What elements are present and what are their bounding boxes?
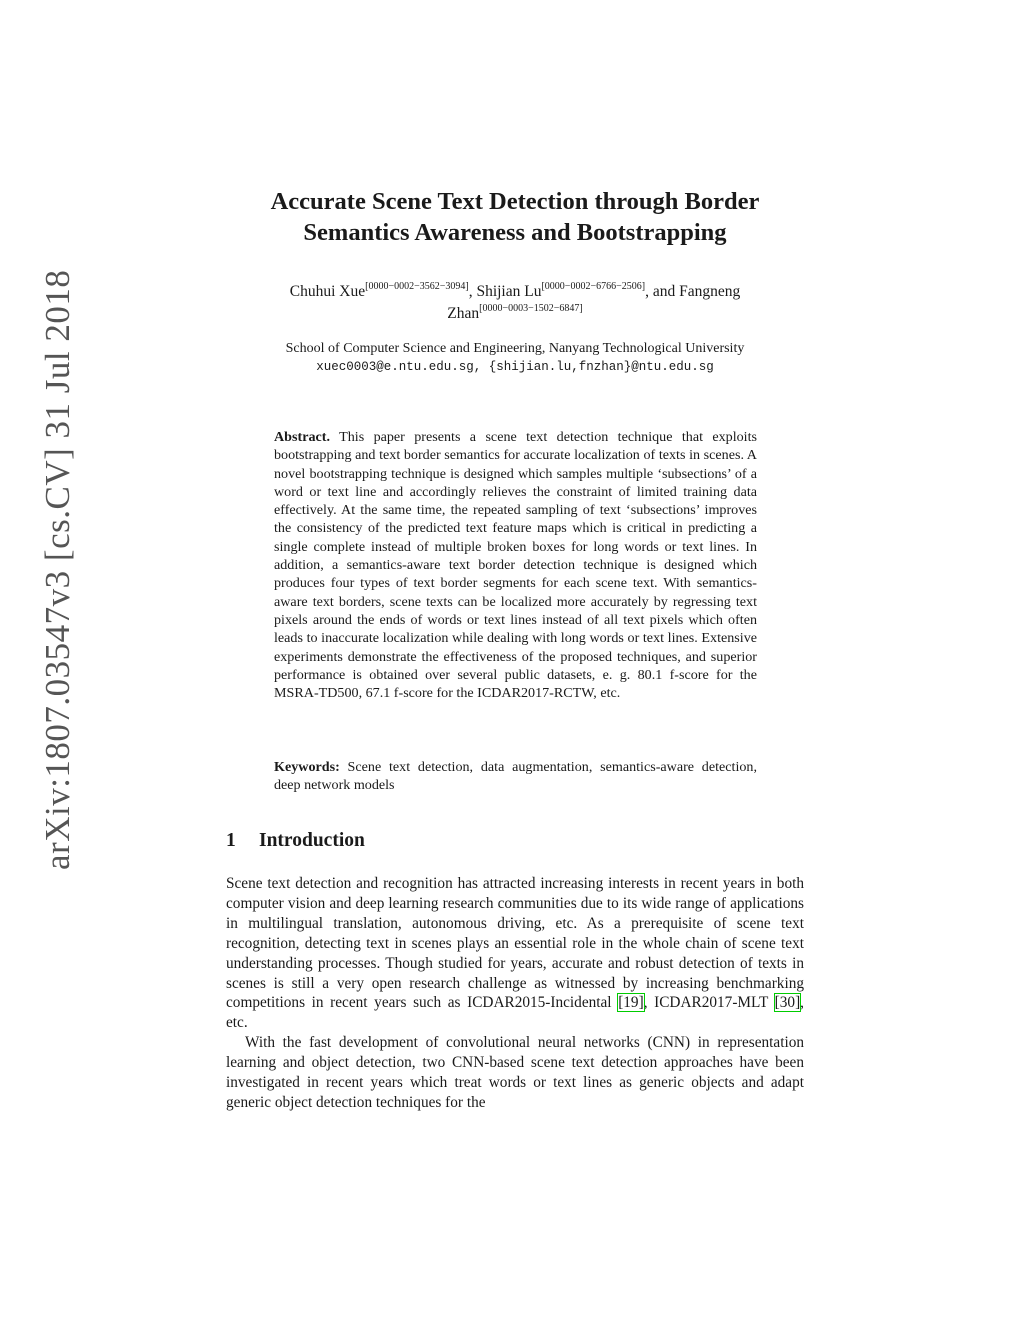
- author-name: Fangneng Zhan: [447, 283, 741, 322]
- author-orcid[interactable]: [0000−0003−1502−6847]: [479, 303, 583, 314]
- paragraph-text: , etc.: [226, 994, 804, 1032]
- citation-link[interactable]: [30]: [774, 994, 801, 1012]
- author-orcid[interactable]: [0000−0002−3562−3094]: [365, 281, 469, 292]
- author-name: Chuhui Xue: [289, 283, 366, 300]
- paragraph: [226, 874, 804, 1033]
- affiliation: School of Computer Science and Engineering, Nanyang Technological University: [285, 341, 745, 356]
- paragraph: [226, 1033, 804, 1113]
- author-list: [226, 281, 804, 325]
- affiliation-block: [226, 340, 804, 376]
- section-heading: [226, 828, 804, 854]
- keywords: [274, 758, 757, 795]
- section-title: Introduction: [259, 830, 365, 851]
- introduction-body: [226, 874, 804, 1113]
- paragraph-text: With the fast development of convolutional neural networks (CNN) in representation learning and object detection, two CNN-based scene text detection approaches have been investigated in recent years which treat words or text lines as generic objects and adapt generic object detection techniques for the: [226, 1034, 804, 1111]
- abstract-label: Abstract.: [274, 429, 330, 445]
- paper-title: Accurate Scene Text Detection through Border Semantics Awareness and Bootstrapping: [270, 188, 760, 246]
- author-orcid[interactable]: [0000−0002−6766−2506]: [541, 281, 646, 292]
- author-separator: ,: [468, 283, 477, 300]
- author-separator: , and: [645, 283, 680, 300]
- abstract: [274, 428, 757, 702]
- citation-link[interactable]: [19]: [618, 994, 644, 1012]
- section-number: 1: [226, 830, 236, 851]
- paragraph-text: , ICDAR2017-MLT: [643, 994, 775, 1012]
- keywords-text: Scene text detection, data augmentation, semantics-aware detection, deep network models: [274, 759, 757, 794]
- abstract-text: This paper presents a scene text detection technique that exploits bootstrapping and text border semantics for accurate localization of texts in scenes. A novel bootstrapping technique is designed which samples multiple ‘subsections’ of a word or text line and accordingly relieves the constraint of limited training data effectively. At the same time, the repeated sampling of text ‘subsections’ improves the consistency of the predicted text feature maps which is critical in predicting a single complete instead of multiple broken boxes for long words or text lines. In addition, a semantics-aware text border detection technique is designed which produces four types of text border segments for each scene text. With semantics-aware text borders, scene texts can be localized more accurately by regressing text pixels around the ends of words or text lines instead of all text pixels which often leads to inaccurate localization while dealing with long words or text lines. Extensive experiments demonstrate the effectiveness of the proposed techniques, and superior performance is obtained over several public datasets, e. g. 80.1 f-score for the MSRA-TD500, 67.1 f-score for the ICDAR2017-RCTW, etc.: [274, 429, 757, 702]
- author-name: Shijian Lu: [476, 283, 542, 300]
- arxiv-identifier: arXiv:1807.03547v3 [cs.CV] 31 Jul 2018: [38, 269, 77, 870]
- paragraph-text: Scene text detection and recognition has attracted increasing interests in recent years in both computer vision and deep learning research communities due to its wide range of applications in multilingual translation, autonomous driving, etc. As a prerequisite of scene text recognition, detecting text in scenes plays an essential role in the whole chain of scene text understanding processes. Though studied for years, accurate and robust detection of texts in scenes is still a very open research challenge as witnessed by increasing benchmarking competitions in recent years such as ICDAR2015-Incidental: [226, 875, 804, 1012]
- email-addresses[interactable]: xuec0003@e.ntu.edu.sg, {shijian.lu,fnzhan}@ntu.edu.sg: [316, 360, 714, 374]
- keywords-label: Keywords:: [274, 759, 340, 775]
